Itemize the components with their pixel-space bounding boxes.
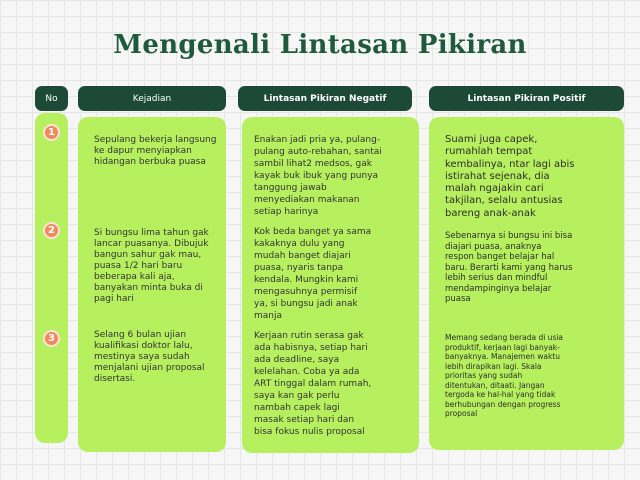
page-title: Mengenali Lintasan Pikiran — [113, 30, 527, 60]
row-number-badge-3: 3 — [43, 330, 60, 347]
negatif-cell-2: Kok beda banget ya sama kakaknya dulu yang mudah banget diajari puasa, nyaris tanpa kendala. Mungkin kami mengasuhnya permisif ya, si bungsu jadi anak manja — [254, 227, 372, 321]
column-no — [35, 113, 68, 443]
positif-cell-2: Sebenarnya si bungsu ini bisa diajari puasa, anaknya respon banget belajar hal baru. Berarti kami yang harus lebih serius dan mindful mendampinginya belajar puasa — [445, 231, 573, 304]
positif-cell-3: Memang sedang berada di usia produktif, kerjaan lagi banyak- banyaknya. Manajemen waktu lebih dirapikan lagi. Skala prioritas yang sudah ditentukan, ditaati. Jangan tergoda ke hal-hal yang tidak berhubungan dengan progress proposal — [445, 333, 564, 418]
kejadian-cell-3: Selang 6 bulan ujian kualifikasi doktor lalu, mestinya saya sudah menjalani ujian proposal disertasi. — [94, 330, 205, 384]
row-number-badge-2: 2 — [43, 222, 60, 239]
header-negatif: Lintasan Pikiran Negatif — [238, 86, 412, 111]
row-number-badge-1: 1 — [43, 124, 60, 141]
negatif-cell-3: Kerjaan rutin serasa gak ada habisnya, setiap hari ada deadline, saya kelelahan. Coba ya ada ART tinggal dalam rumah, saya kan gak perlu nambah capek lagi masak setiap hari dan bisa fokus nulis proposal — [254, 331, 372, 437]
kejadian-cell-1: Sepulang bekerja langsung ke dapur menyiapkan hidangan berbuka puasa — [94, 135, 217, 167]
negatif-cell-1: Enakan jadi pria ya, pulang- pulang auto-rebahan, santai sambil lihat2 medsos, gak kayak buk ibuk yang punya tanggung jawab menyediakan makanan setiap harinya — [254, 135, 382, 217]
positif-cell-1: Suami juga capek, rumahlah tempat kembalinya, ntar lagi abis istirahat sejenak, dia malah ngajakin cari takjilan, selalu antusias bareng anak-anak — [445, 134, 575, 219]
header-kejadian: Kejadian — [78, 86, 226, 111]
kejadian-cell-2: Si bungsu lima tahun gak lancar puasanya. Dibujuk bangun sahur gak mau, puasa 1/2 hari baru beberapa kali aja, banyakan minta buka di pagi hari — [94, 228, 209, 304]
header-no: No — [35, 86, 68, 111]
header-positif: Lintasan Pikiran Positif — [429, 86, 624, 111]
